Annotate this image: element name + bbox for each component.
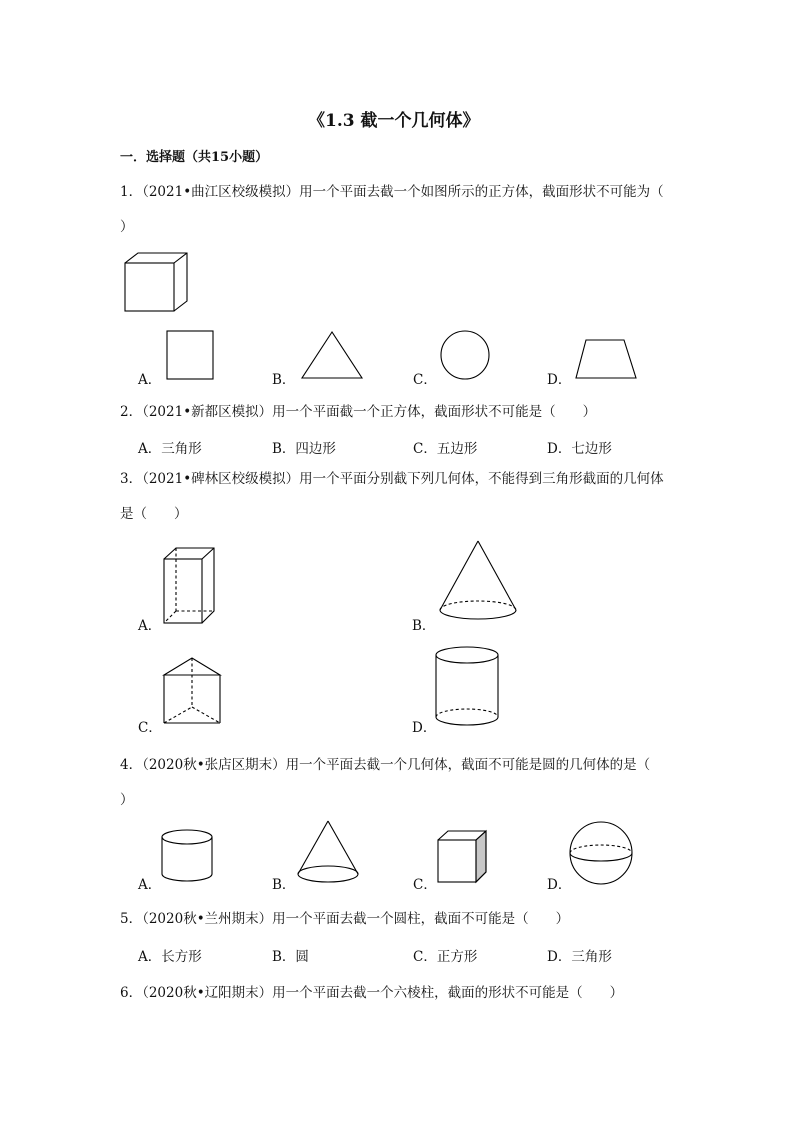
q4-option-d-label: D． — [547, 877, 572, 893]
shaded-cube-figure — [436, 828, 490, 886]
q1-option-a-label: A． — [138, 372, 162, 388]
q4-option-a-label: A． — [138, 877, 162, 893]
q5-option-a: A．长方形 — [138, 949, 202, 965]
q3-option-b-label: B． — [412, 618, 436, 634]
sphere-figure — [568, 820, 636, 888]
q5-option-b: B．圆 — [272, 949, 309, 965]
trapezoid-shape — [574, 338, 640, 382]
q2-option-b: B．四边形 — [272, 441, 336, 457]
question-5-text: 5．（2020秋•兰州期末）用一个平面去截一个圆柱，截面不可能是（ ） — [120, 911, 570, 927]
q2-option-a: A．三角形 — [138, 441, 202, 457]
q1-option-d-label: D． — [547, 372, 572, 388]
q3-option-d-label: D． — [412, 720, 437, 736]
triangular-prism-figure — [162, 655, 224, 727]
question-4-text: 4．（2020秋•张店区期末）用一个平面去截一个几何体，截面不可能是圆的几何体的是（ — [120, 757, 651, 773]
section-heading: 一．选择题（共15小题） — [120, 150, 269, 165]
triangle-shape — [300, 330, 364, 382]
cube-figure — [120, 250, 195, 320]
q4-option-b-label: B． — [272, 877, 296, 893]
cylinder-figure — [434, 645, 504, 731]
q5-option-c: C．正方形 — [413, 949, 478, 965]
cone-figure-2 — [296, 818, 362, 888]
question-2-text: 2．（2021•新都区模拟）用一个平面截一个正方体，截面形状不可能是（ ） — [120, 404, 597, 420]
q3-option-a-label: A． — [138, 618, 162, 634]
question-3-text: 3．（2021•碑林区校级模拟）用一个平面分别截下列几何体，不能得到三角形截面的几何体 — [120, 471, 664, 487]
short-cylinder-figure — [160, 828, 216, 886]
question-1-text-cont: ） — [120, 219, 134, 235]
cone-figure — [438, 538, 520, 624]
rectangular-prism-figure — [162, 545, 220, 627]
q3-option-c-label: C． — [138, 720, 162, 736]
question-3-text-cont: 是（ ） — [120, 506, 188, 522]
q2-option-c: C．五边形 — [413, 441, 478, 457]
page-title: 《1.3 截一个几何体》 — [308, 111, 480, 131]
circle-shape — [440, 330, 492, 382]
q2-option-d: D．七边形 — [547, 441, 612, 457]
q5-option-d: D．三角形 — [547, 949, 612, 965]
question-6-text: 6．（2020秋•辽阳期末）用一个平面去截一个六棱柱，截面的形状不可能是（ ） — [120, 985, 624, 1001]
question-4-text-cont: ） — [120, 792, 134, 808]
q1-option-c-label: C． — [413, 372, 437, 388]
q1-option-b-label: B． — [272, 372, 296, 388]
question-1-text: 1．（2021•曲江区校级模拟）用一个平面去截一个如图所示的正方体，截面形状不可能为（ — [120, 184, 664, 200]
q4-option-c-label: C． — [413, 877, 437, 893]
square-shape — [166, 330, 216, 382]
